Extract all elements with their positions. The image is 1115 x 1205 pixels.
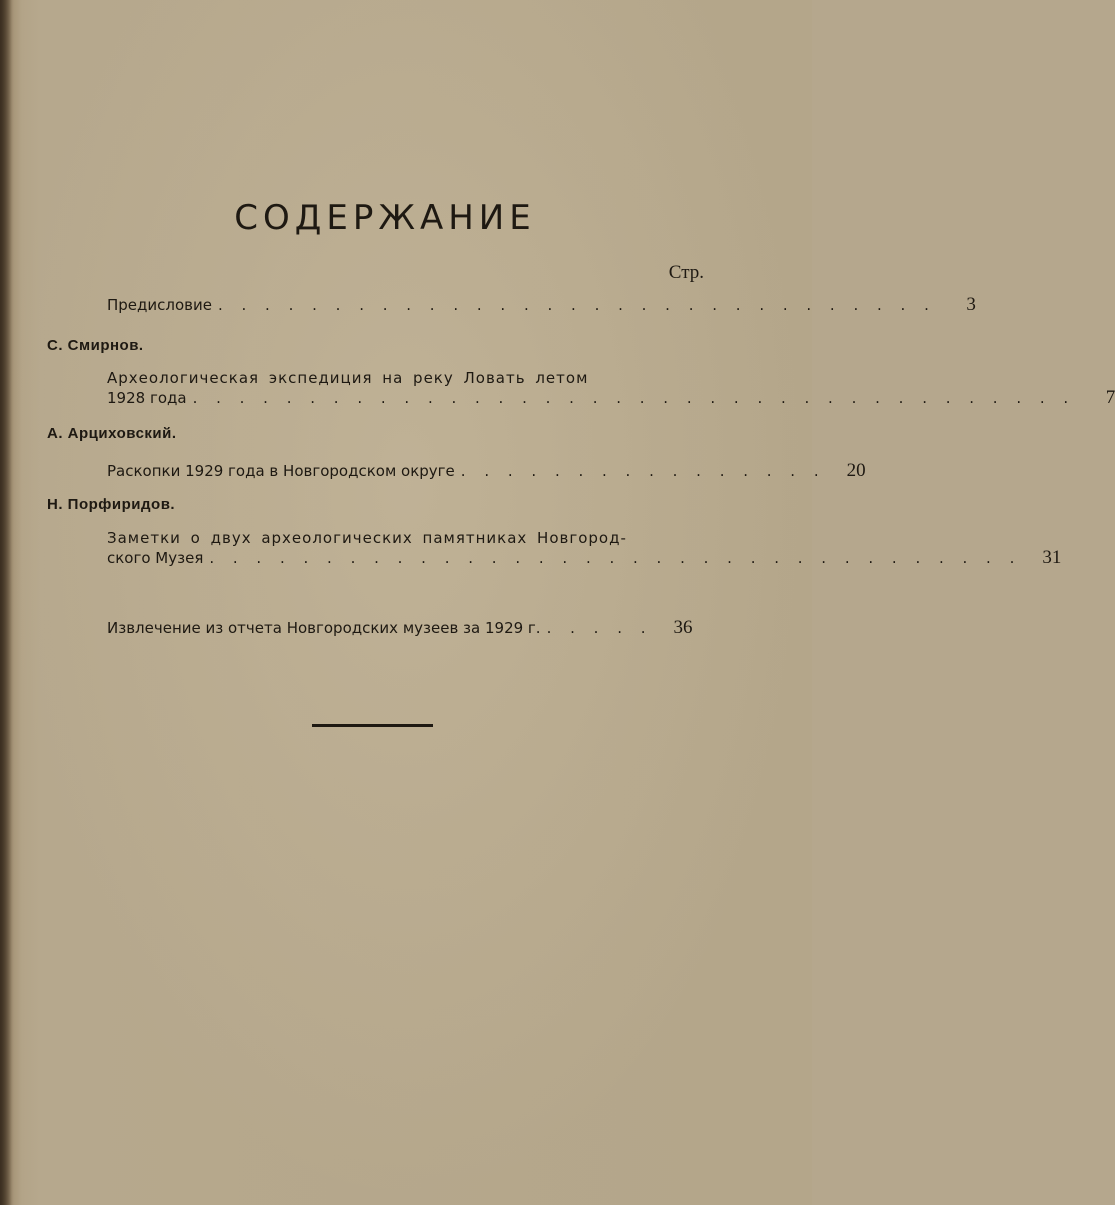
spine-shadow bbox=[0, 0, 12, 1205]
author-name: А. Арциховский. bbox=[47, 425, 177, 442]
toc-entry-appendix bbox=[107, 617, 692, 639]
leader-dots: . . . . . . . . . . . . . . . . . . . . . . . . . . . . . . . bbox=[217, 296, 936, 314]
entry-page: 36 bbox=[673, 617, 693, 638]
leader-dots: . . . . . bbox=[546, 619, 653, 637]
entry-page: 7 bbox=[1105, 387, 1115, 408]
leader-dots: . . . . . . . . . . . . . . . . . . . . . . . . . . . . . . . . . . . bbox=[209, 549, 1022, 567]
entry-page: 31 bbox=[1042, 547, 1062, 568]
author-name: Н. Порфиридов. bbox=[47, 496, 176, 513]
entry-title-line: Заметки о двух археологических памятниках Новгород- bbox=[107, 529, 627, 547]
entry-title-line: Археологическая экспедиция на реку Ловать летом bbox=[107, 369, 589, 387]
closing-rule bbox=[312, 724, 433, 727]
entry-page: 3 bbox=[966, 294, 976, 315]
toc-entry bbox=[107, 529, 1062, 569]
entry-title-line: Раскопки 1929 года в Новгородском округе bbox=[107, 462, 455, 480]
page-column-label: Стр. bbox=[668, 262, 704, 283]
toc-entry bbox=[107, 369, 1115, 409]
entry-title-line: ского Музея bbox=[107, 549, 204, 567]
entry-title: Предисловие bbox=[107, 296, 212, 314]
entry-page: 20 bbox=[846, 460, 866, 481]
entry-title: Извлечение из отчета Новгородских музеев за 1929 г. bbox=[107, 619, 541, 637]
leader-dots: . . . . . . . . . . . . . . . . bbox=[460, 462, 826, 480]
author-name: С. Смирнов. bbox=[47, 337, 144, 354]
toc-entry-preface bbox=[107, 294, 976, 316]
entry-title-line: 1928 года bbox=[107, 389, 187, 407]
toc-entry bbox=[107, 460, 866, 482]
leader-dots: . . . . . . . . . . . . . . . . . . . . . . . . . . . . . . . . . . . . . . bbox=[192, 389, 1076, 407]
page-title: СОДЕРЖАНИЕ bbox=[234, 198, 536, 238]
